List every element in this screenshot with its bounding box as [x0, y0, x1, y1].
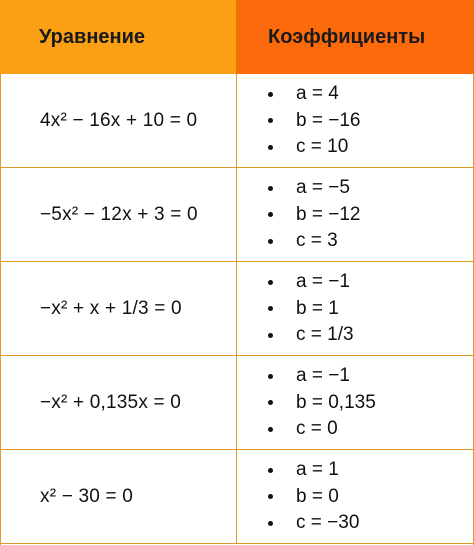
table-row	[0, 74, 474, 168]
bullet-icon	[268, 186, 273, 191]
list-item	[268, 510, 474, 537]
list-item	[268, 322, 474, 349]
list-item	[268, 483, 474, 510]
bullet-icon	[268, 427, 273, 432]
table-header	[0, 0, 474, 74]
bullet-icon	[268, 92, 273, 97]
coefficient-c: c = 1/3	[296, 324, 354, 345]
list-item	[268, 416, 474, 443]
list-item	[268, 389, 474, 416]
list-item	[268, 107, 474, 134]
list-item	[268, 81, 474, 108]
bullet-icon	[268, 400, 273, 405]
bullet-icon	[268, 468, 273, 473]
equation-cell: x² − 30 = 0	[0, 450, 237, 543]
list-item	[268, 134, 474, 161]
list-item	[268, 295, 474, 322]
coefficient-b: b = −16	[296, 109, 361, 131]
coefficient-c: c = −30	[296, 512, 360, 533]
bullet-icon	[268, 280, 273, 285]
coefficients-cell	[237, 450, 474, 543]
coefficient-a: a = 4	[296, 83, 339, 104]
bullet-icon	[268, 494, 273, 499]
list-item	[268, 269, 474, 296]
header-equation: Уравнение	[0, 0, 237, 74]
bullet-icon	[268, 306, 273, 311]
list-item	[268, 201, 474, 228]
list-item	[268, 363, 474, 390]
table-border-left	[0, 74, 1, 545]
coefficient-a: a = 1	[296, 459, 339, 480]
coefficients-cell	[237, 356, 474, 449]
list-item	[268, 457, 474, 484]
coefficient-b: b = 0	[296, 485, 339, 507]
coefficient-c: c = 3	[296, 230, 338, 251]
bullet-icon	[268, 333, 273, 338]
equation-cell: −x² + 0,135x = 0	[0, 356, 237, 449]
table-row	[0, 168, 474, 262]
equation-cell: −5x² − 12x + 3 = 0	[0, 168, 237, 261]
coefficient-a: a = −1	[296, 271, 350, 292]
equation-cell: 4x² − 16x + 10 = 0	[0, 74, 237, 167]
table-row	[0, 356, 474, 450]
coefficient-b: b = −12	[296, 203, 361, 225]
table-row	[0, 450, 474, 544]
table-row	[0, 262, 474, 356]
coefficient-c: c = 0	[296, 418, 338, 439]
coefficient-b: b = 0,135	[296, 391, 376, 413]
coefficient-a: a = −5	[296, 177, 350, 198]
list-item	[268, 228, 474, 255]
bullet-icon	[268, 521, 273, 526]
coefficients-cell	[237, 262, 474, 355]
coefficients-cell	[237, 74, 474, 167]
coefficient-b: b = 1	[296, 297, 339, 319]
bullet-icon	[268, 212, 273, 217]
coefficient-c: c = 10	[296, 136, 349, 157]
list-item	[268, 175, 474, 202]
equation-cell: −x² + x + 1/3 = 0	[0, 262, 237, 355]
header-coefficients: Коэффициенты	[237, 0, 474, 74]
coefficients-cell	[237, 168, 474, 261]
coefficient-a: a = −1	[296, 365, 350, 386]
bullet-icon	[268, 118, 273, 123]
bullet-icon	[268, 374, 273, 379]
bullet-icon	[268, 239, 273, 244]
bullet-icon	[268, 145, 273, 150]
